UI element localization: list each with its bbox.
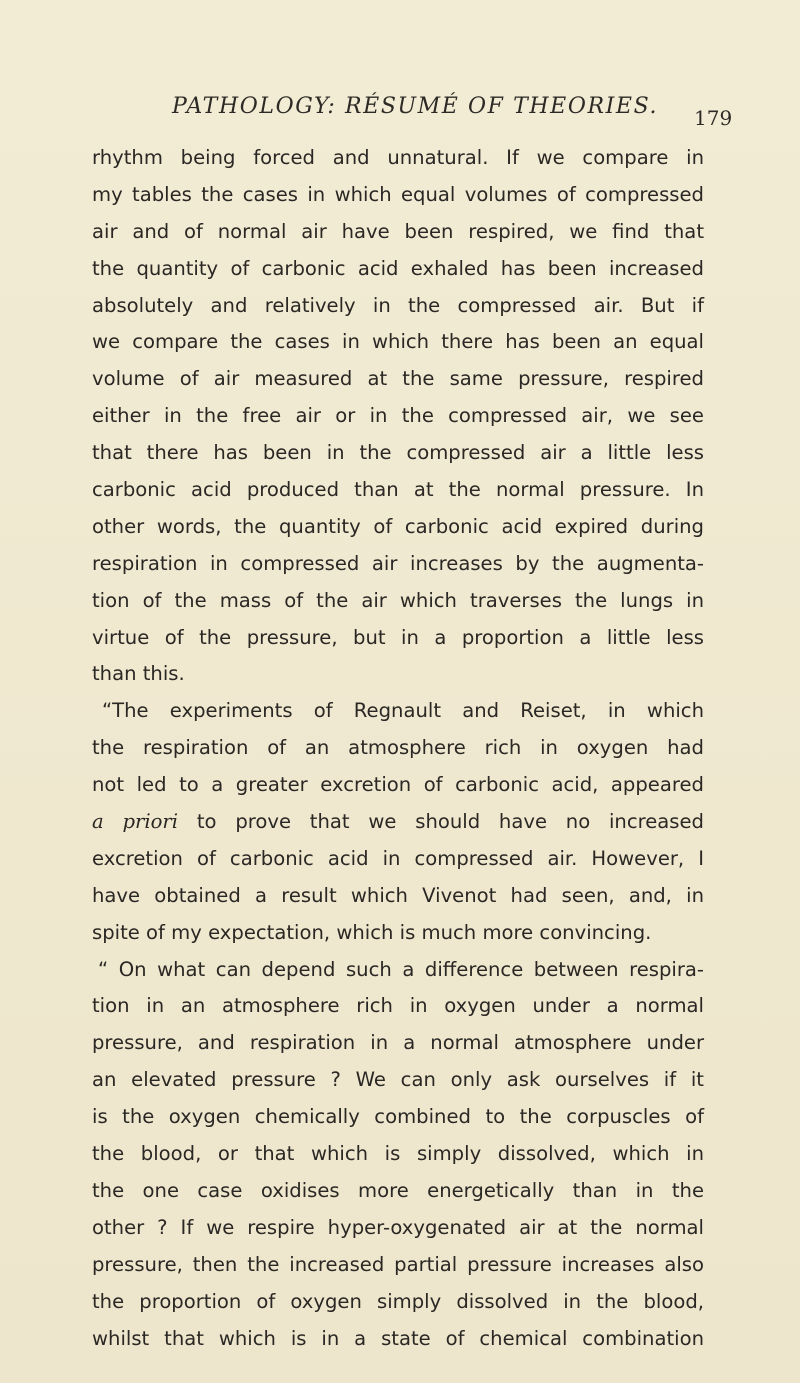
paragraph-start-line: “The experiments of Regnault and Reiset, in which: [102, 699, 704, 723]
text-line: the proportion of oxygen simply dissolved in the blood,: [92, 1289, 704, 1313]
paragraph-end-line: spite of my expectation, which is much more convincing.: [92, 920, 652, 944]
text-line: whilst that which is in a state of chemical combination: [92, 1326, 704, 1350]
text-line: tion of the mass of the air which traverses the lungs in: [92, 588, 704, 612]
text-line: air and of normal air have been respired, we find that: [92, 219, 704, 243]
text-line: other words, the quantity of carbonic acid expired during: [92, 514, 704, 538]
text-line-rest: to prove that we should have no increased: [178, 810, 704, 834]
text-line: the quantity of carbonic acid exhaled has been increased: [92, 256, 704, 280]
text-line: virtue of the pressure, but in a proportion a little less: [92, 625, 704, 649]
text-line: we compare the cases in which there has been an equal: [92, 330, 704, 354]
italic-phrase: a priori: [92, 810, 179, 834]
text-line: my tables the cases in which equal volumes of compressed: [92, 182, 704, 206]
text-line: volume of air measured at the same pressure, respired: [92, 367, 704, 391]
text-line: rhythm being forced and unnatural. If we compare in: [92, 146, 704, 169]
paragraph-end-line: than this.: [92, 662, 185, 686]
body-text: [92, 140, 704, 1357]
text-line: have obtained a result which Vivenot had seen, and, in: [92, 883, 704, 907]
running-head: PATHOLOGY: RÉSUMÉ OF THEORIES.: [172, 94, 659, 119]
text-line: the blood, or that which is simply dissolved, which in: [92, 1142, 704, 1166]
page-number: 179: [694, 106, 733, 130]
text-line: the one case oxidises more energetically than in the: [92, 1178, 704, 1202]
text-line: carbonic acid produced than at the normal pressure. In: [92, 478, 704, 502]
text-line: tion in an atmosphere rich in oxygen under a normal: [92, 994, 704, 1018]
text-line-with-italic: [92, 804, 704, 841]
text-line: respiration in compressed air increases by the augmenta-: [92, 551, 704, 575]
text-line: pressure, and respiration in a normal atmosphere under: [92, 1031, 704, 1055]
text-line: either in the free air or in the compressed air, we see: [92, 404, 704, 428]
text-line: the respiration of an atmosphere rich in oxygen had: [92, 736, 704, 760]
text-line: excretion of carbonic acid in compressed air. However, I: [92, 846, 704, 870]
text-line: an elevated pressure ? We can only ask ourselves if it: [92, 1068, 704, 1092]
text-line: that there has been in the compressed air a little less: [92, 441, 704, 465]
text-line: is the oxygen chemically combined to the corpuscles of: [92, 1105, 704, 1129]
text-line: not led to a greater excretion of carbonic acid, appeared: [92, 773, 704, 797]
text-line: other ? If we respire hyper-oxygenated air at the normal: [92, 1215, 704, 1239]
paragraph-start-line: “ On what can depend such a difference between respira-: [98, 957, 704, 981]
text-line: pressure, then the increased partial pressure increases also: [92, 1252, 704, 1276]
text-line: absolutely and relatively in the compressed air. But if: [92, 293, 704, 317]
